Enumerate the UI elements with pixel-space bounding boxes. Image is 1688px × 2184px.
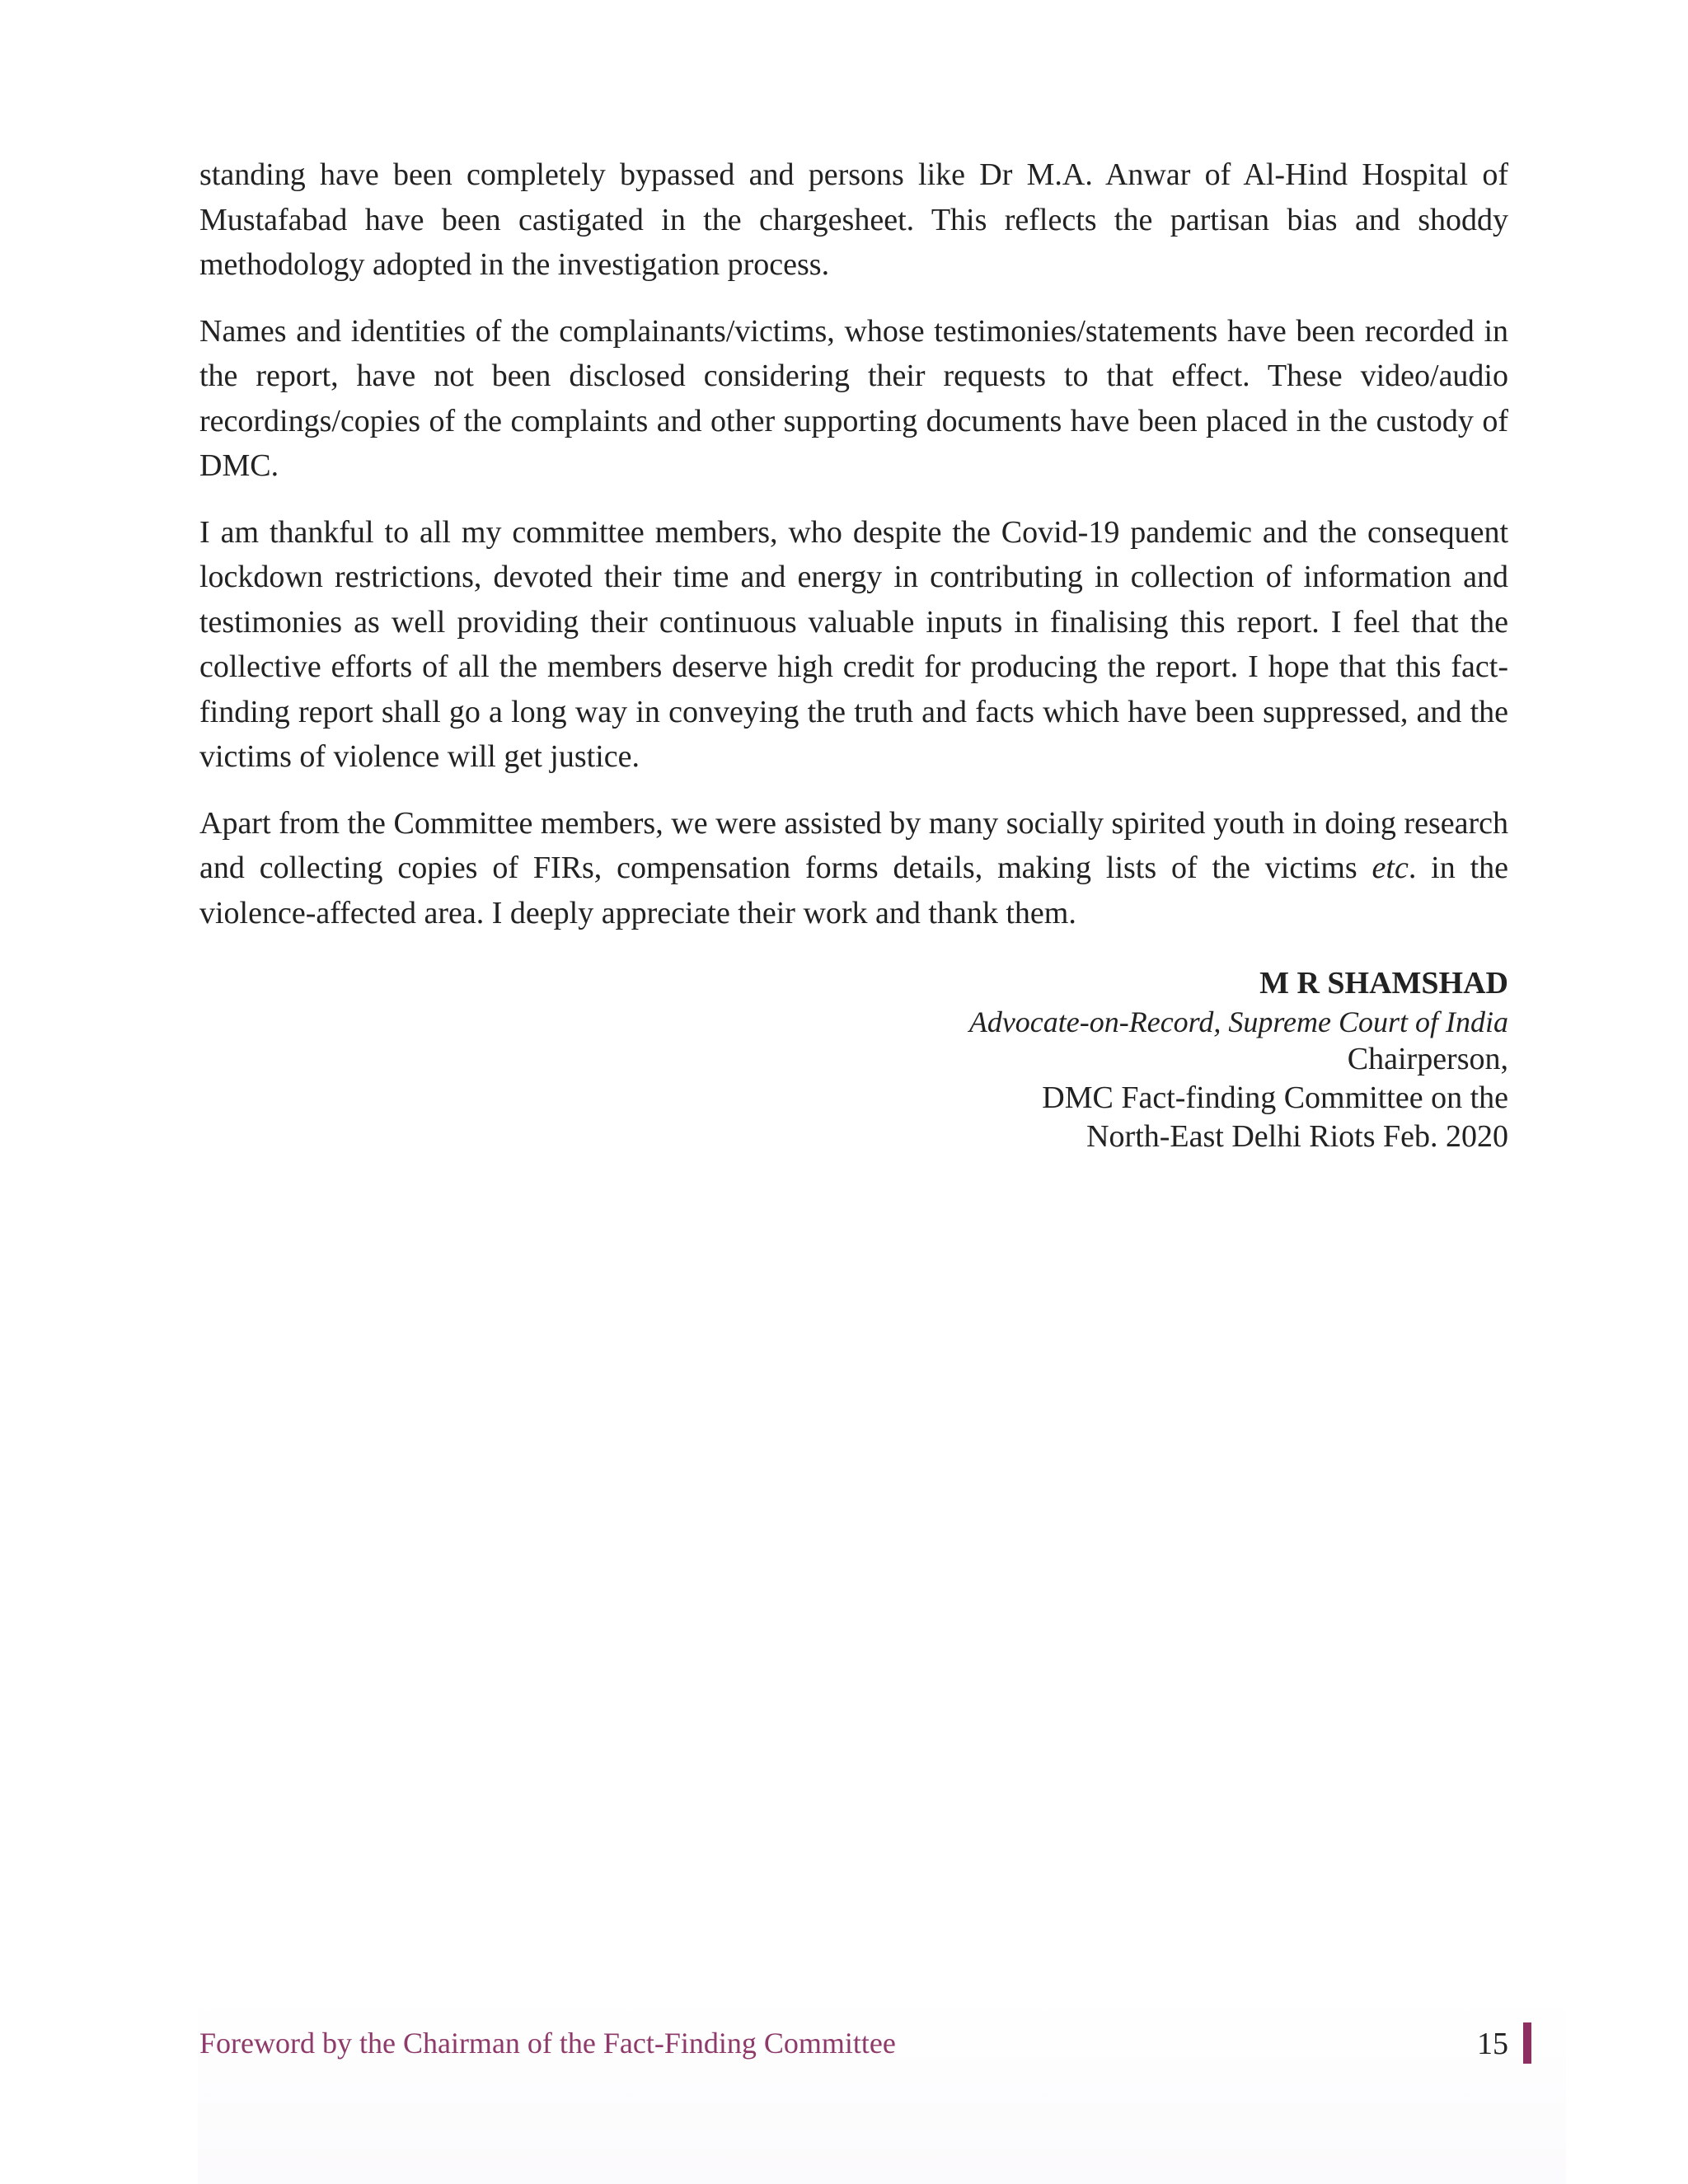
footer-section-title: Foreword by the Chairman of the Fact-Finding Committee [199,2027,896,2060]
paragraph-thanks-youth-italic: etc [1372,851,1409,885]
page-number: 15 [1477,2027,1508,2061]
signatory-title: Advocate-on-Record, Supreme Court of India [968,1005,1508,1038]
signatory-organization: DMC Fact-finding Committee on the [1042,1080,1508,1115]
signatory-subject: North-East Delhi Riots Feb. 2020 [1086,1119,1508,1154]
document-body [199,152,1508,957]
signatory-role: Chairperson, [1347,1042,1508,1076]
paragraph-thanks-youth-part1: Apart from the Committee members, we were assisted by many socially spirited youth in doing research and collecting copies of FIRs, compensation forms details, making lists of the victims [199,805,1508,885]
signatory-name: M R SHAMSHAD [1259,966,1508,1001]
page-bottom-shade [198,1994,1566,2184]
signature-block [969,963,1508,1156]
paragraph-investigation-bias: standing have been completely bypassed and persons like Dr M.A. Anwar of Al-Hind Hospital of Mustafabad have been castigated in the chargesheet. This reflects the partisan bias and shoddy methodology adopted in the investigation process. [199,157,1508,282]
paragraph-thanks-youth-part2: . in the violence-affected area. I deeply appreciate their work and thank them. [199,851,1508,930]
paragraph-identities-withheld: Names and identities of the complainants/victims, whose testimonies/statements have been recorded in the report, have not been disclosed considering their requests to that effect. These video/audio recordings/copies of the complaints and other supporting documents have been placed in the custody of DMC. [199,313,1508,483]
paragraph-thanks-youth [199,801,1508,936]
paragraph-thanks-committee: I am thankful to all my committee members, who despite the Covid-19 pandemic and the consequent lockdown restrictions, devoted their time and energy in contributing in collection of information and testimonies as well providing their continuous valuable inputs in finalising this report. I feel that the collective efforts of all the members deserve high credit for producing the report. I hope that this fact-finding report shall go a long way in conveying the truth and facts which have been suppressed, and the victims of violence will get justice. [199,514,1508,774]
page-marker-bar [1523,2022,1531,2064]
